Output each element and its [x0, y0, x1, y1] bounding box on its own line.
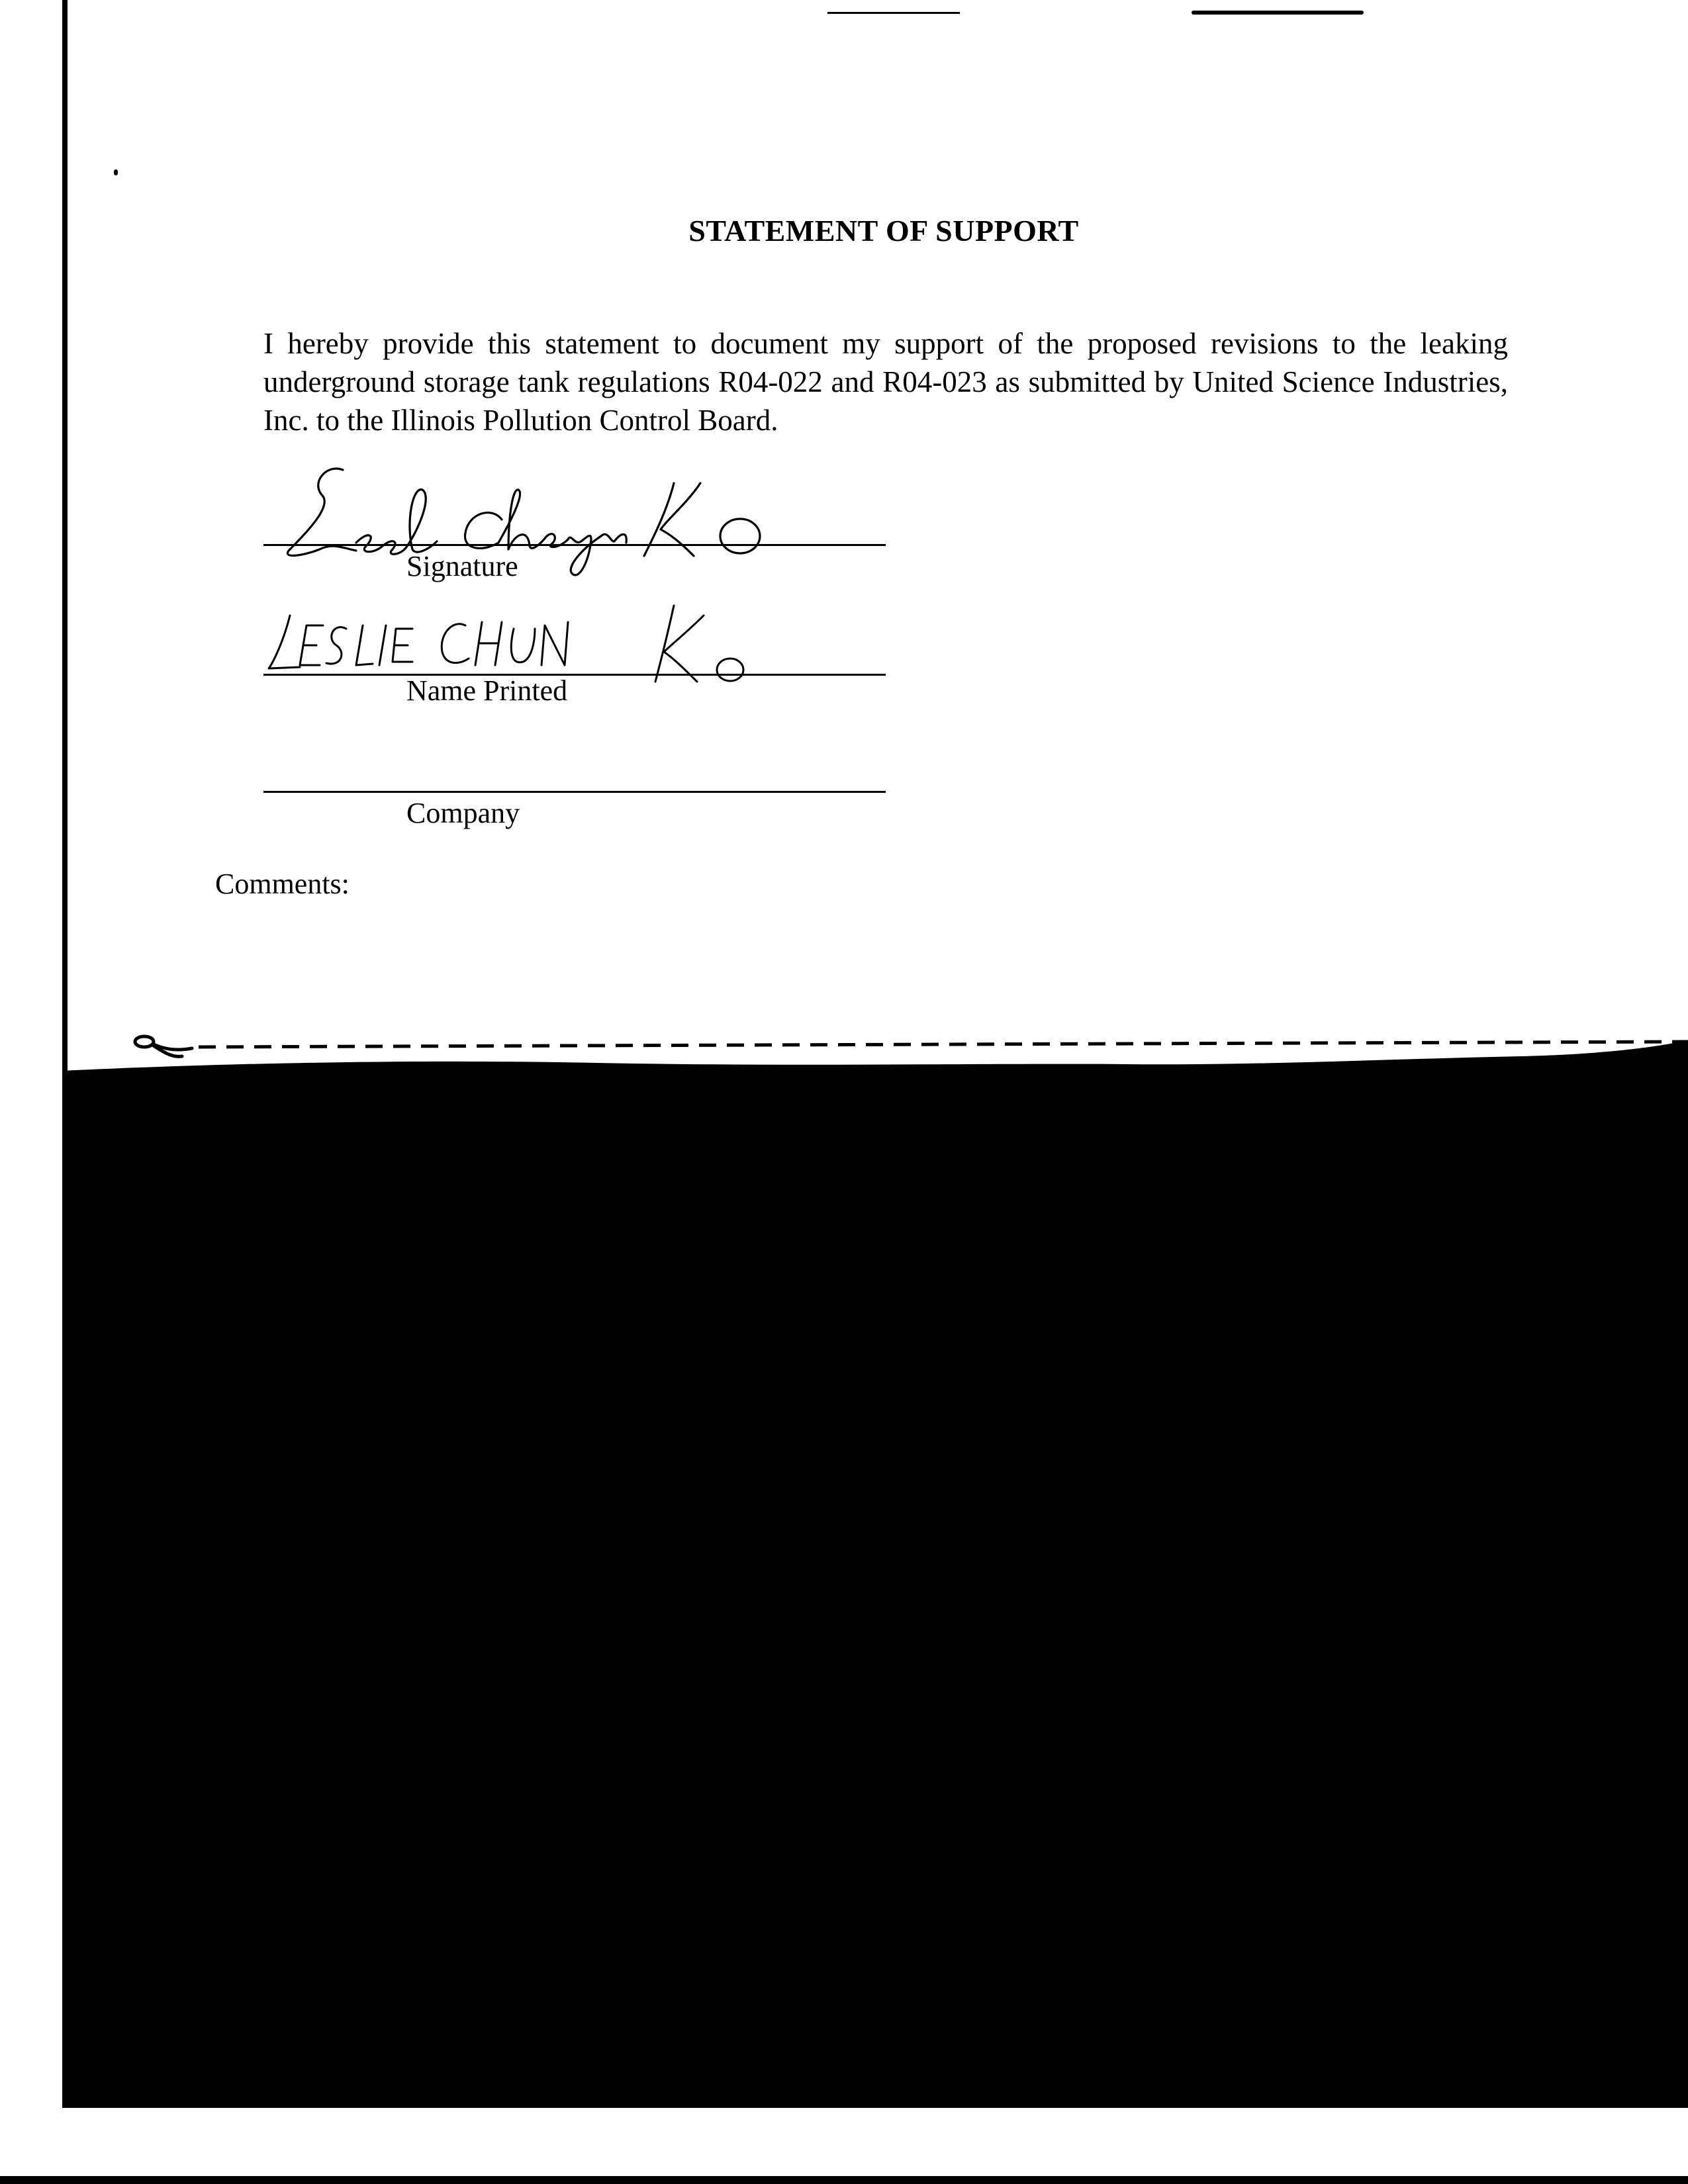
scan-mark	[827, 12, 960, 14]
handwritten-signature	[263, 457, 886, 589]
name-printed-label: Name Printed	[406, 674, 568, 707]
signature-field	[263, 457, 886, 589]
signature-line	[263, 544, 886, 546]
name-printed-line	[263, 674, 886, 676]
scan-edge-bottom	[0, 2176, 1688, 2184]
company-line	[263, 791, 886, 793]
company-label: Company	[406, 797, 520, 829]
document-title: STATEMENT OF SUPPORT	[688, 214, 1079, 248]
company-field	[263, 791, 886, 837]
comments-label: Comments:	[215, 868, 350, 900]
statement-body: I hereby provide this statement to document my support of the proposed revisions to the leaking underground storage tank regulations R04-022 and R04-023 as submitted by United Science Industries, Inc. to the Illinois Pollution Control Board.	[263, 327, 1508, 437]
scan-mark	[1192, 11, 1364, 15]
scan-speck	[114, 169, 118, 175]
cut-line	[0, 1019, 1688, 1072]
scissors-icon	[135, 1036, 192, 1056]
signature-label: Signature	[406, 550, 518, 582]
handwritten-printed-name	[263, 596, 886, 715]
name-printed-field	[263, 596, 886, 715]
